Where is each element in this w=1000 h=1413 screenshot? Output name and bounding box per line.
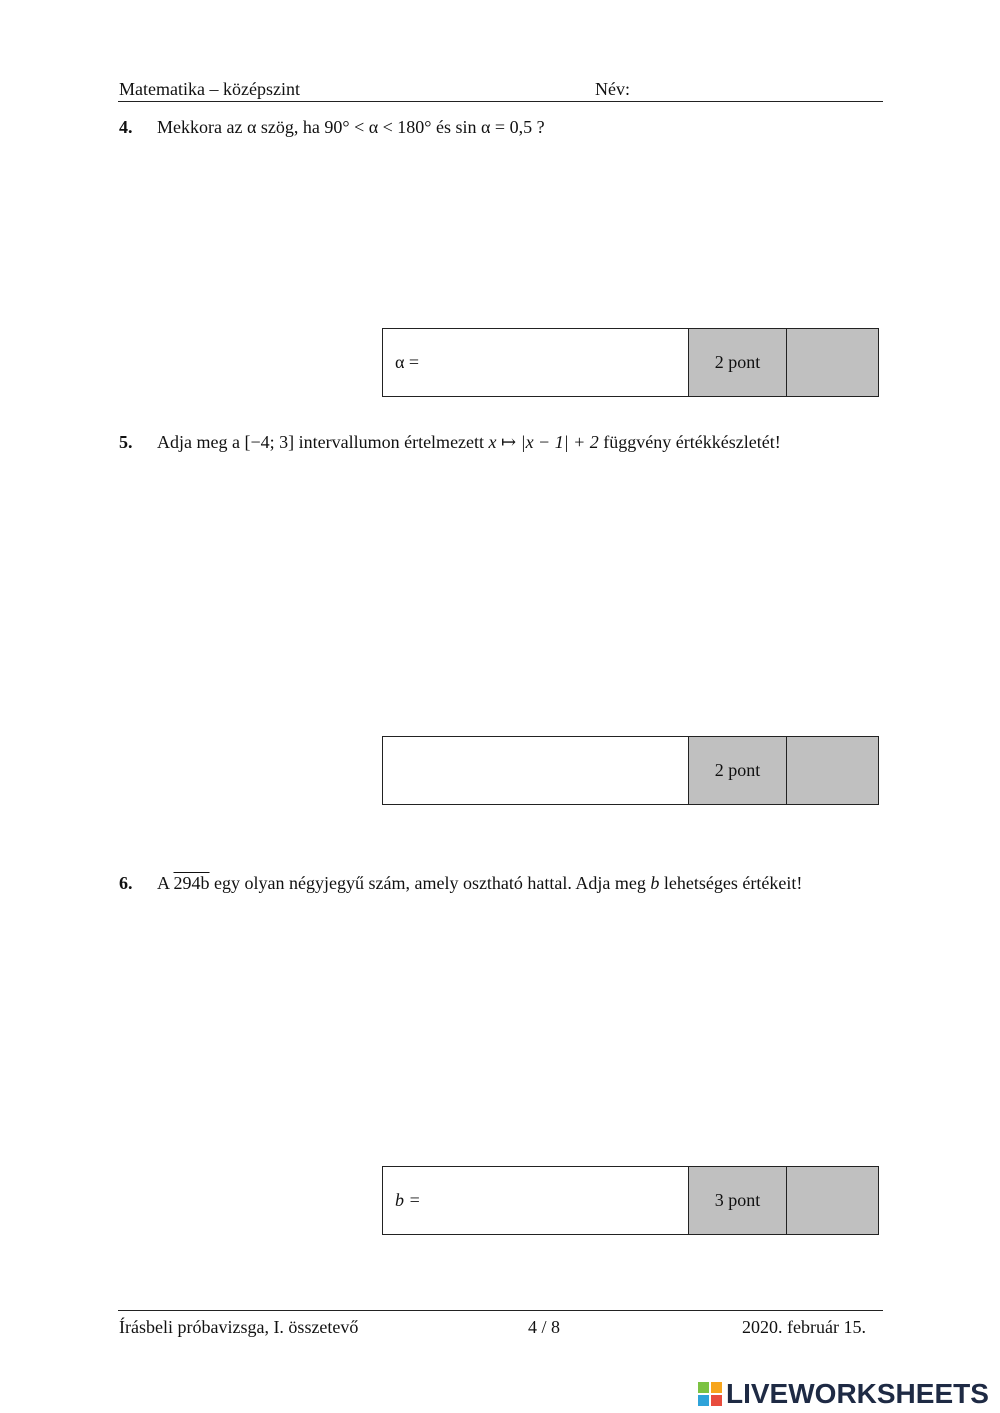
answer-field-5[interactable] <box>383 737 689 804</box>
name-label: Név: <box>595 79 630 99</box>
liveworksheets-logo-icon <box>697 1381 723 1407</box>
question-text-before: A <box>157 873 170 893</box>
header-subject: Matematika – középszint <box>119 79 300 99</box>
answer-box-6 <box>382 1166 879 1235</box>
score-cell <box>787 737 878 804</box>
question-text: Mekkora az α szög, ha 90° < α < 180° és sin α = 0,5 ? <box>157 117 545 137</box>
points-cell: 2 pont <box>689 737 787 804</box>
points-cell: 3 pont <box>689 1167 787 1234</box>
header-divider <box>118 101 883 102</box>
variable-b: b <box>650 873 660 893</box>
question-number: 6. <box>119 873 133 893</box>
question-6 <box>119 872 802 894</box>
answer-label: α = <box>395 352 420 372</box>
answer-box-4 <box>382 328 879 397</box>
question-number: 5. <box>119 432 133 452</box>
answer-box-5 <box>382 736 879 805</box>
footer-divider <box>118 1310 883 1311</box>
answer-field-6[interactable] <box>383 1167 689 1234</box>
question-number: 4. <box>119 117 133 137</box>
score-cell <box>787 329 878 396</box>
question-text-mid: intervallumon értelmezett <box>298 432 485 452</box>
question-text-after: függvény értékkészletét! <box>603 432 781 452</box>
question-text-before: Adja meg a <box>157 432 240 452</box>
footer-page-number: 4 / 8 <box>528 1317 561 1337</box>
footer-left: Írásbeli próbavizsga, I. összetevő <box>119 1317 359 1337</box>
question-5 <box>119 431 781 453</box>
footer-date: 2020. február 15. <box>742 1317 866 1337</box>
question-text-end: lehetséges értékeit! <box>663 873 803 893</box>
function-expression: x ↦ |x − 1| + 2 <box>488 432 599 452</box>
overlined-number: 294b <box>173 873 210 893</box>
liveworksheets-brand[interactable] <box>697 1378 989 1410</box>
answer-field-4[interactable] <box>383 329 689 396</box>
question-4 <box>119 116 545 138</box>
interval-expression: [−4; 3] <box>244 432 295 452</box>
points-cell: 2 pont <box>689 329 787 396</box>
question-text-after: egy olyan négyjegyű szám, amely osztható hattal. Adja meg <box>214 873 646 893</box>
answer-label: b = <box>395 1190 421 1210</box>
score-cell <box>787 1167 878 1234</box>
brand-text: LIVEWORKSHEETS <box>726 1378 989 1409</box>
